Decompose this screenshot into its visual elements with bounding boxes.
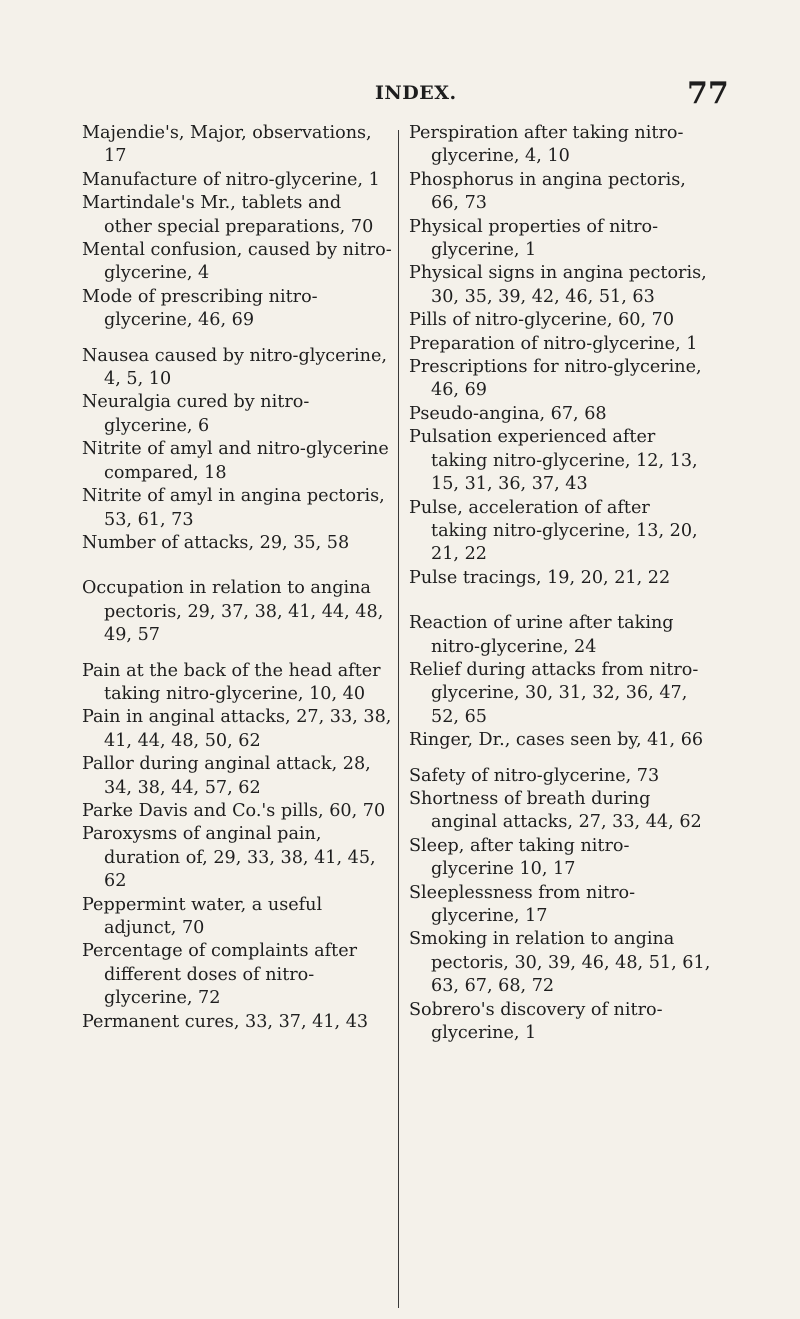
index-entry: Mental confusion, caused by nitro-glycerine, 4 bbox=[82, 240, 392, 284]
page-number: 77 bbox=[687, 76, 729, 111]
index-entry: Permanent cures, 33, 37, 41, 43 bbox=[82, 1011, 369, 1032]
index-entry: Safety of nitro-glycerine, 73 bbox=[409, 765, 660, 786]
letter-group-gap bbox=[409, 590, 711, 612]
column-divider bbox=[398, 130, 399, 1308]
index-entry: Pseudo-angina, 67, 68 bbox=[409, 403, 607, 424]
index-entry: Sleep, after taking nitro-glycerine 10, 17 bbox=[409, 835, 630, 880]
running-title: INDEX. bbox=[375, 82, 457, 104]
index-entry: Reaction of urine after taking nitro-glycerine, 24 bbox=[409, 613, 674, 657]
index-entry: Preparation of nitro-glycerine, 1 bbox=[409, 333, 698, 354]
index-entry: Paroxysms of anginal pain, duration of, 29, 33, 38, 41, 45, 62 bbox=[82, 824, 376, 892]
index-entry: Prescriptions for nitro-glycerine, 46, 69 bbox=[409, 357, 702, 401]
index-entry: Manufacture of nitro-glycerine, 1 bbox=[82, 169, 380, 190]
index-entry: Nausea caused by nitro-glycerine, 4, 5, 10 bbox=[82, 345, 387, 390]
index-entry: Physical properties of nitro-glycerine, 1 bbox=[409, 216, 659, 261]
index-column-right bbox=[409, 122, 711, 1045]
index-entry: Pallor during anginal attack, 28, 34, 38, 44, 57, 62 bbox=[82, 754, 371, 798]
index-entry: Parke Davis and Co.'s pills, 60, 70 bbox=[82, 800, 386, 821]
index-entry: Pulse, acceleration of after taking nitro-glycerine, 13, 20, 21, 22 bbox=[409, 497, 698, 565]
page-header bbox=[0, 78, 800, 118]
index-entry: Peppermint water, a useful adjunct, 70 bbox=[82, 894, 323, 938]
index-entry: Sobrero's discovery of nitro-glycerine, 1 bbox=[409, 999, 663, 1044]
index-entry: Perspiration after taking nitro-glycerine, 4, 10 bbox=[409, 123, 684, 167]
index-entry: Physical signs in angina pectoris, 30, 35, 39, 42, 46, 51, 63 bbox=[409, 263, 707, 307]
index-entry: Shortness of breath during anginal attacks, 27, 33, 44, 62 bbox=[409, 788, 702, 833]
index-entry: Nitrite of amyl and nitro-glycerine compared, 18 bbox=[82, 439, 389, 483]
index-entry: Pills of nitro-glycerine, 60, 70 bbox=[409, 310, 675, 331]
index-entry: Number of attacks, 29, 35, 58 bbox=[82, 532, 350, 553]
index-column-left bbox=[82, 122, 392, 1034]
index-entry: Relief during attacks from nitro-glycerine, 30, 31, 32, 36, 47, 52, 65 bbox=[409, 659, 699, 727]
index-entry: Pulsation experienced after taking nitro-glycerine, 12, 13, 15, 31, 36, 37, 43 bbox=[409, 427, 698, 495]
index-entry: Smoking in relation to angina pectoris, 30, 39, 46, 48, 51, 61, 63, 67, 68, 72 bbox=[409, 929, 711, 997]
index-entry: Neuralgia cured by nitro-glycerine, 6 bbox=[82, 392, 310, 436]
index-entry: Pain in anginal attacks, 27, 33, 38, 41, 44, 48, 50, 62 bbox=[82, 707, 392, 751]
index-entry: Pulse tracings, 19, 20, 21, 22 bbox=[409, 567, 671, 588]
letter-group-gap bbox=[82, 648, 392, 660]
index-entry: Ringer, Dr., cases seen by, 41, 66 bbox=[409, 730, 704, 751]
index-entry: Mode of prescribing nitro-glycerine, 46, 69 bbox=[82, 286, 318, 331]
index-entry: Martindale's Mr., tablets and other special preparations, 70 bbox=[82, 193, 374, 237]
index-entry: Pain at the back of the head after taking nitro-glycerine, 10, 40 bbox=[82, 660, 381, 704]
index-entry: Nitrite of amyl in angina pectoris, 53, 61, 73 bbox=[82, 486, 385, 530]
index-entry: Sleeplessness from nitro-glycerine, 17 bbox=[409, 882, 636, 926]
index-entry: Majendie's, Major, observations, 17 bbox=[82, 123, 372, 167]
letter-group-gap bbox=[82, 555, 392, 577]
letter-group-gap bbox=[82, 333, 392, 345]
index-entry: Occupation in relation to angina pectoris, 29, 37, 38, 41, 44, 48, 49, 57 bbox=[82, 578, 384, 646]
index-entry: Percentage of complaints after different doses of nitro-glycerine, 72 bbox=[82, 941, 358, 1009]
index-entry: Phosphorus in angina pectoris, 66, 73 bbox=[409, 169, 686, 214]
letter-group-gap bbox=[409, 753, 711, 765]
